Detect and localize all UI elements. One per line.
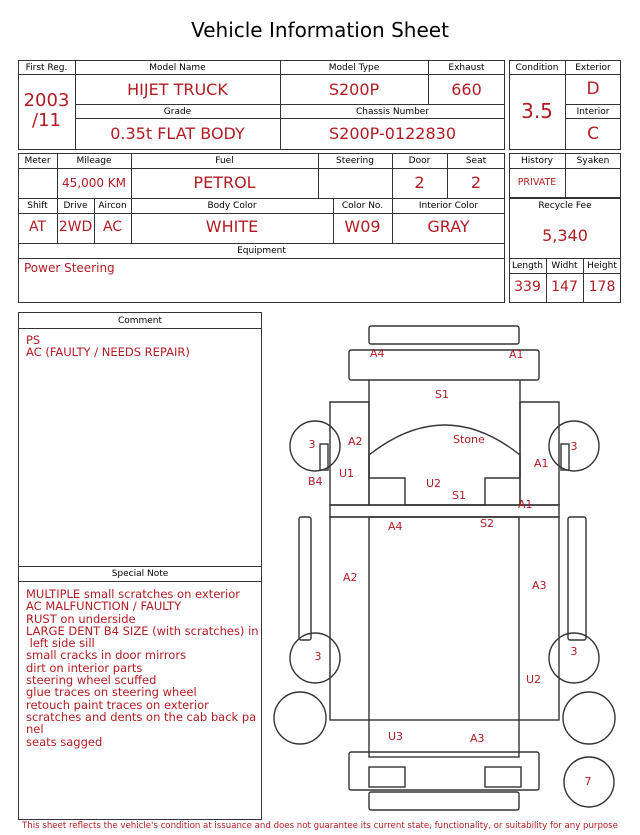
exhaust-label: Exhaust <box>448 63 485 73</box>
recycle-fee-value: 5,340 <box>542 226 588 245</box>
sheet-title: Vehicle Information Sheet <box>191 18 449 42</box>
mark-a1-right: A1 <box>534 457 549 470</box>
shift-value: AT <box>28 219 47 235</box>
mark-b4: B4 <box>308 475 323 488</box>
spare-tire-rating: 7 <box>584 775 592 788</box>
height-value: 178 <box>588 279 616 295</box>
right-door <box>520 402 559 505</box>
right-mirror <box>561 444 569 470</box>
exhaust-value: 660 <box>451 80 482 99</box>
drive-value: 2WD <box>58 219 93 235</box>
mark-u3: U3 <box>388 730 404 743</box>
history-label: History <box>520 156 554 166</box>
door-value: 2 <box>414 173 425 192</box>
body-color-value: WHITE <box>205 217 259 236</box>
equipment-label: Equipment <box>237 246 286 256</box>
tire-rear-right-outer <box>563 692 615 744</box>
mark-a4-bed: A4 <box>388 520 403 533</box>
rear-step-left <box>369 767 405 787</box>
mark-a2-cab: A2 <box>348 435 363 448</box>
grade-label: Grade <box>163 107 192 117</box>
left-rail <box>299 517 311 640</box>
steering-label: Steering <box>336 156 374 166</box>
first-reg-month: /11 <box>32 110 61 131</box>
tire-fr-rating: 3 <box>570 440 578 453</box>
tire-rear-left-outer <box>274 692 326 744</box>
grade-value: 0.35t FLAT BODY <box>110 124 245 143</box>
aircon-label: Aircon <box>98 201 127 211</box>
model-type-label: Model Type <box>328 63 380 73</box>
mark-s1-cab: S1 <box>452 489 466 502</box>
mark-a1-top: A1 <box>509 348 524 361</box>
rear-step-right <box>485 767 521 787</box>
mark-stone: Stone <box>453 433 485 446</box>
model-type-value: S200P <box>328 80 380 99</box>
rear-bumper <box>369 792 519 810</box>
comment-text: PS AC (FAULTY / NEEDS REPAIR) <box>26 333 190 360</box>
syaken-label: Syaken <box>576 156 610 166</box>
seat-label: Seat <box>465 156 487 166</box>
condition-value: 3.5 <box>521 99 553 123</box>
length-value: 339 <box>514 279 541 295</box>
exterior-value: D <box>586 79 600 99</box>
interior-value: C <box>587 124 599 144</box>
windshield <box>369 425 520 505</box>
width-label: Widht <box>551 261 578 271</box>
mark-u1: U1 <box>339 467 355 480</box>
mark-a3-right: A3 <box>532 579 547 592</box>
first-reg-year: 2003 <box>23 90 70 111</box>
mark-s1-top: S1 <box>435 388 449 401</box>
mark-a3-bottom: A3 <box>470 732 485 745</box>
special-note-label: Special Note <box>111 569 169 579</box>
interior-color-value: GRAY <box>427 217 470 236</box>
disclaimer-footer: This sheet reflects the vehicle's condition at issuance and does not guarantee its current state, functionality, or suitability for any purpose <box>22 821 618 831</box>
left-door <box>330 402 369 505</box>
equipment-value: Power Steering <box>24 261 115 275</box>
tire-rr-rating: 3 <box>570 645 578 658</box>
aircon-value: AC <box>102 219 123 235</box>
fuel-label: Fuel <box>215 156 234 166</box>
mark-s2: S2 <box>480 517 494 530</box>
tire-fl-rating: 3 <box>308 438 316 451</box>
condition-label: Condition <box>515 63 559 73</box>
chassis-label: Chassis Number <box>355 107 430 117</box>
comment-label: Comment <box>117 316 163 326</box>
mileage-value: 45,000 KM <box>61 176 127 190</box>
mark-a1-mid: A1 <box>518 498 533 511</box>
seat-value: 2 <box>470 173 482 192</box>
special-note-text: MULTIPLE small scratches on exterior AC MALFUNCTION / FAULTY RUST on underside LARGE DENT B4 SIZE (with scratches) in left side sill small cracks in door mirrors dirt on interior parts steering wheel scuffed glue traces on steering wheel retouch paint traces on exterior scratches and dents on the cab back pa nel seats sagged <box>26 587 259 749</box>
mark-a2-bed: A2 <box>343 571 358 584</box>
history-value: PRIVATE <box>517 177 557 188</box>
model-name-value: HIJET TRUCK <box>127 80 228 99</box>
mark-a4-top: A4 <box>370 347 385 360</box>
rear-panel <box>349 752 539 790</box>
mileage-label: Mileage <box>76 156 112 166</box>
door-label: Door <box>408 156 431 166</box>
tire-rl-rating: 3 <box>314 650 322 663</box>
right-rail <box>568 517 586 640</box>
interior-label: Interior <box>576 107 610 117</box>
chassis-value: S200P-0122830 <box>328 124 457 143</box>
fuel-value: PETROL <box>193 173 256 192</box>
shift-label: Shift <box>27 201 48 211</box>
mark-u2-cab: U2 <box>426 477 442 490</box>
color-no-value: W09 <box>344 217 381 236</box>
model-name-label: Model Name <box>149 63 206 73</box>
color-no-label: Color No. <box>341 201 384 211</box>
meter-label: Meter <box>24 156 51 166</box>
left-mirror <box>320 444 328 470</box>
interior-color-label: Interior Color <box>418 201 479 211</box>
first-reg-label: First Reg. <box>25 63 68 73</box>
drive-label: Drive <box>63 201 88 211</box>
bed-outline <box>330 517 559 720</box>
width-value: 147 <box>551 279 578 295</box>
bed-floor <box>369 517 519 757</box>
recycle-fee-label: Recycle Fee <box>538 201 592 211</box>
mark-u2-bed: U2 <box>526 673 542 686</box>
length-label: Length <box>511 261 544 271</box>
body-color-label: Body Color <box>207 201 257 211</box>
front-bumper <box>369 326 519 344</box>
exterior-label: Exterior <box>575 63 611 73</box>
height-label: Height <box>587 261 617 271</box>
